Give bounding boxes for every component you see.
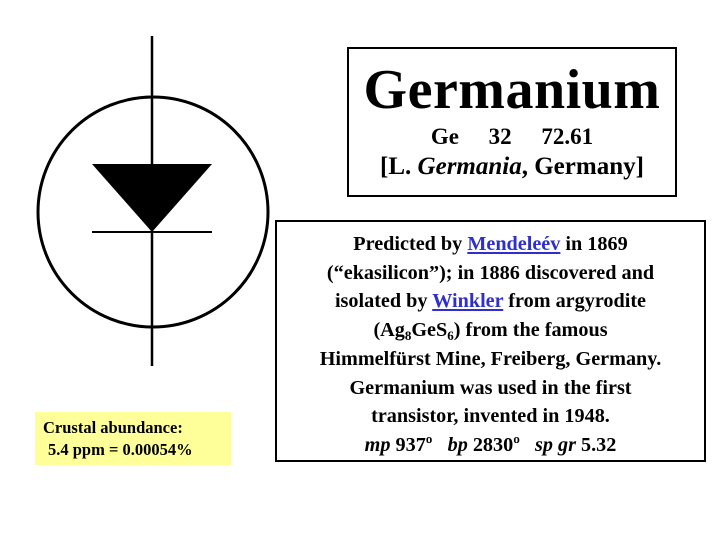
name-origin <box>349 153 675 181</box>
abundance-label: Crustal abundance: <box>43 418 183 437</box>
formula-part: GeS <box>411 319 448 342</box>
formula-subscript: 8 <box>404 328 412 344</box>
origin-open: [L. <box>380 153 418 180</box>
desc-line-6: Germanium was used in the first <box>349 376 632 399</box>
sp-gr-label: sp gr <box>535 433 576 456</box>
sp-gr-value: 5.32 <box>575 433 617 456</box>
desc-text: Predicted by <box>353 233 468 255</box>
formula-part: ) from the famous <box>453 319 608 342</box>
link-winkler[interactable]: Winkler <box>432 290 504 313</box>
physical-properties <box>277 431 704 460</box>
desc-line-7: transistor, invented in 1948. <box>371 405 610 428</box>
element-title-card <box>347 47 677 197</box>
desc-text: in 1869 <box>560 233 628 255</box>
element-name: Germanium <box>363 59 661 121</box>
bp-label: bp <box>447 433 468 456</box>
desc-line-2: (“ekasilicon”); in 1886 discovered and <box>326 261 655 284</box>
mp-value: 937º <box>390 433 433 456</box>
description-box <box>275 220 706 462</box>
desc-text: from argyrodite <box>503 290 647 313</box>
desc-line-3 <box>277 287 704 316</box>
atomic-weight: 72.61 <box>541 124 594 149</box>
link-mendeleev[interactable]: Mendeleév <box>467 233 561 255</box>
mp-label: mp <box>364 433 391 456</box>
bp-value: 2830º <box>467 433 520 456</box>
crustal-abundance-box <box>35 412 231 465</box>
desc-line-4-formula <box>277 316 704 345</box>
desc-line-5: Himmelfürst Mine, Freiberg, Germany. <box>319 347 662 370</box>
formula-part: (Ag <box>373 319 405 342</box>
origin-latin: Germania <box>417 153 522 180</box>
formula-subscript: 6 <box>447 328 454 344</box>
element-meta <box>349 124 675 150</box>
desc-text: isolated by <box>334 290 433 313</box>
element-symbol: Ge <box>430 124 459 149</box>
desc-line-1 <box>277 230 704 259</box>
diode-triangle <box>92 164 212 232</box>
atomic-number: 32 <box>488 124 512 149</box>
origin-close: , Germany] <box>521 153 644 180</box>
abundance-value: 5.4 ppm = 0.00054% <box>48 440 193 459</box>
